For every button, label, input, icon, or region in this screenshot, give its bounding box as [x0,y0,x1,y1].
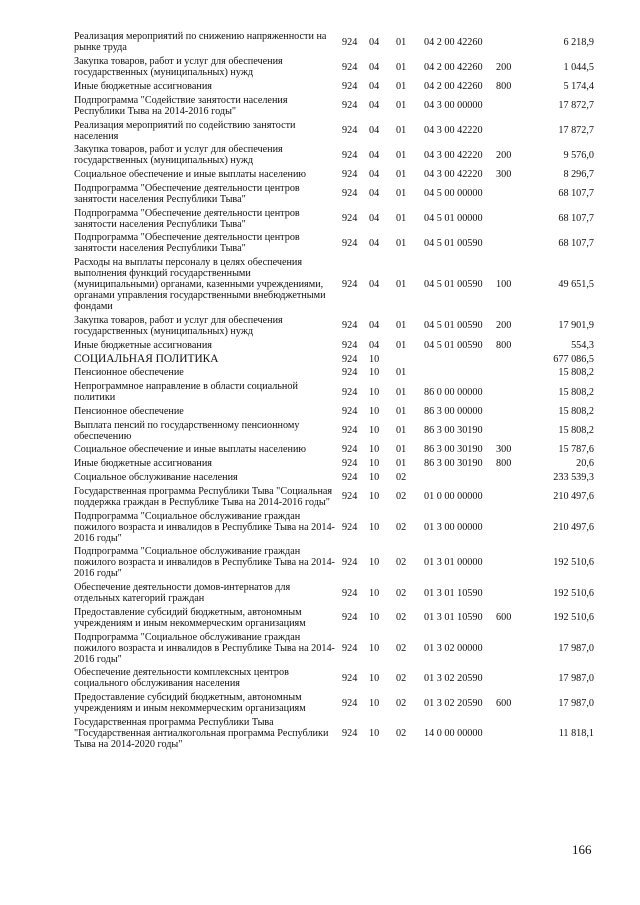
row-amount-cell: 192 510,6 [553,587,594,599]
row-amount-cell: 11 818,1 [558,728,594,740]
row-target-code-cell: 04 5 01 00000 [424,213,483,225]
row-subsection-cell: 01 [396,188,407,200]
row-expense-type-cell [496,352,524,366]
row-section-cell: 10 [369,444,380,456]
table-row [74,457,594,471]
row-name-cell: Закупка товаров, работ и услуг для обеспечения государственных (муниципальных) нужд [74,314,283,337]
row-name-cell: Подпрограмма "Обеспечение деятельности центров занятости населения Республики Тыва" [74,207,300,230]
row-expense-type-cell [496,666,524,691]
budget-table [74,30,594,751]
table-row [74,443,594,457]
budget-table-body [74,30,594,751]
row-grbs-cell: 924 [342,386,358,398]
row-subsection-cell: 01 [396,279,407,291]
row-expense-type-cell [496,418,524,443]
table-row [74,630,594,666]
row-section-cell: 10 [369,587,380,599]
table-row [74,118,594,143]
row-name-cell: Социальное обслуживание населения [74,472,238,484]
row-expense-type-cell [496,366,524,380]
row-expense-type-cell: 800 [496,458,512,470]
table-row [74,691,594,716]
row-target-code-cell: 04 5 01 00590 [424,339,483,351]
row-name-cell: Пенсионное обеспечение [74,405,184,417]
row-target-code-cell: 04 2 00 42260 [424,80,483,92]
row-subsection-cell: 01 [396,125,407,137]
row-section-cell: 04 [369,125,380,137]
row-amount-cell: 17 872,7 [558,100,594,112]
row-section-cell: 10 [369,521,380,533]
row-section-cell: 04 [369,36,380,48]
row-target-code-cell: 04 2 00 42260 [424,61,483,73]
row-grbs-cell: 924 [342,61,358,73]
row-amount-cell: 15 808,2 [558,405,594,417]
budget-table-page [74,30,594,751]
table-row [74,484,594,509]
table-row [74,80,594,94]
row-subsection-cell: 01 [396,100,407,112]
row-amount-cell: 210 497,6 [553,521,594,533]
row-grbs-cell: 924 [342,80,358,92]
table-row [74,509,594,545]
row-expense-type-cell: 200 [496,61,512,73]
row-grbs-cell: 924 [342,444,358,456]
table-row [74,143,594,168]
row-target-code-cell: 01 3 02 20590 [424,672,483,684]
row-subsection-cell: 02 [396,672,407,684]
row-target-code-cell: 01 3 02 20590 [424,697,483,709]
row-amount-cell: 677 086,5 [553,353,594,365]
row-subsection-cell: 01 [396,149,407,161]
row-target-code-cell: 04 3 00 42220 [424,125,483,137]
row-grbs-cell: 924 [342,425,358,437]
row-target-code-cell: 01 3 01 00000 [424,557,483,569]
row-name-cell: Обеспечение деятельности комплексных центров социального обслуживания населения [74,667,289,690]
row-target-code-cell: 04 3 00 42220 [424,149,483,161]
row-target-code-cell: 14 0 00 00000 [424,728,483,740]
row-expense-type-cell: 600 [496,697,512,709]
row-amount-cell: 15 808,2 [558,425,594,437]
row-grbs-cell: 924 [342,612,358,624]
row-section-cell: 10 [369,612,380,624]
row-section-cell: 04 [369,213,380,225]
row-target-code-cell [424,366,496,380]
table-row [74,666,594,691]
row-amount-cell: 8 296,7 [563,169,594,181]
row-target-code-cell: 04 5 01 00590 [424,279,483,291]
row-target-code-cell: 04 3 00 42220 [424,169,483,181]
row-subsection-cell: 02 [396,642,407,654]
row-section-cell: 10 [369,405,380,417]
row-name-cell: Реализация мероприятий по содействию занятости населения [74,119,296,142]
table-row [74,30,594,55]
row-subsection-cell: 01 [396,458,407,470]
table-row [74,418,594,443]
table-row [74,231,594,256]
row-grbs-cell: 924 [342,339,358,351]
row-expense-type-cell: 100 [496,279,512,291]
row-grbs-cell: 924 [342,728,358,740]
table-row [74,338,594,352]
row-name-cell: Пенсионное обеспечение [74,367,184,379]
row-grbs-cell: 924 [342,320,358,332]
row-subsection-cell: 01 [396,339,407,351]
row-grbs-cell: 924 [342,697,358,709]
row-name-cell: Подпрограмма "Обеспечение деятельности центров занятости населения Республики Тыва" [74,232,300,255]
row-name-cell: Расходы на выплаты персоналу в целях обеспечения выполнения функций государственными (муниципальными) органами, казенными учреждениями, органами управления государственными внебюджетными фондами [74,257,326,313]
row-expense-type-cell: 200 [496,320,512,332]
row-amount-cell: 210 497,6 [553,491,594,503]
table-row [74,405,594,419]
row-subsection-cell: 02 [396,728,407,740]
table-row [74,181,594,206]
row-amount-cell: 17 987,0 [558,697,594,709]
row-name-cell: Иные бюджетные ассигнования [74,339,212,351]
row-amount-cell: 6 218,9 [563,36,594,48]
table-row [74,256,594,314]
row-section-cell: 04 [369,279,380,291]
row-section-cell: 04 [369,169,380,181]
row-subsection-cell: 02 [396,612,407,624]
table-row [74,716,594,752]
row-grbs-cell: 924 [342,587,358,599]
row-grbs-cell: 924 [342,149,358,161]
row-grbs-cell: 924 [342,237,358,249]
row-amount-cell: 20,6 [576,458,594,470]
row-amount-cell: 68 107,7 [558,237,594,249]
row-subsection-cell: 01 [396,213,407,225]
row-target-code-cell: 86 0 00 00000 [424,386,483,398]
row-name-cell: Подпрограмма "Содействие занятости населения Республики Тыва на 2014-2016 годы" [74,94,288,117]
row-grbs-cell: 924 [342,100,358,112]
row-grbs-cell: 924 [342,213,358,225]
row-target-code-cell: 04 5 01 00590 [424,237,483,249]
row-expense-type-cell: 600 [496,612,512,624]
row-section-cell: 04 [369,320,380,332]
row-section-cell: 04 [369,188,380,200]
row-target-code-cell: 86 3 00 30190 [424,458,483,470]
row-amount-cell: 1 044,5 [563,61,594,73]
row-expense-type-cell [496,206,524,231]
row-section-cell: 10 [369,367,380,379]
row-expense-type-cell [496,716,524,752]
row-section-cell: 10 [369,425,380,437]
row-section-cell: 04 [369,61,380,73]
table-row [74,55,594,80]
row-name-cell: СОЦИАЛЬНАЯ ПОЛИТИКА [74,352,219,365]
row-name-cell: Иные бюджетные ассигнования [74,80,212,92]
row-target-code-cell: 86 3 00 30190 [424,425,483,437]
row-name-cell: Выплата пенсий по государственному пенсионному обеспечению [74,419,300,442]
row-expense-type-cell [496,630,524,666]
row-expense-type-cell [496,405,524,419]
row-grbs-cell: 924 [342,169,358,181]
row-section-cell: 04 [369,339,380,351]
row-name-cell: Реализация мероприятий по снижению напряженности на рынке труда [74,31,327,54]
row-expense-type-cell [496,484,524,509]
row-target-code-cell: 04 5 01 00590 [424,320,483,332]
row-subsection-cell: 01 [396,36,407,48]
row-expense-type-cell [496,380,524,405]
row-expense-type-cell [496,30,524,55]
row-section-cell: 10 [369,557,380,569]
row-name-cell: Подпрограмма "Социальное обслуживание граждан пожилого возраста и инвалидов в Республике Тыва на 2014-2016 годы" [74,510,335,544]
table-row [74,606,594,631]
row-amount-cell: 15 808,2 [558,367,594,379]
row-subsection-cell [396,352,424,366]
row-section-cell: 04 [369,80,380,92]
row-amount-cell: 68 107,7 [558,213,594,225]
row-grbs-cell: 924 [342,353,358,365]
table-row [74,380,594,405]
row-expense-type-cell: 800 [496,80,512,92]
row-section-cell: 10 [369,672,380,684]
page-number: 166 [572,842,592,857]
row-target-code-cell: 86 3 00 30190 [424,444,483,456]
table-row [74,93,594,118]
row-name-cell: Иные бюджетные ассигнования [74,458,212,470]
row-expense-type-cell [496,118,524,143]
row-section-cell: 04 [369,100,380,112]
row-grbs-cell: 924 [342,36,358,48]
row-expense-type-cell [496,93,524,118]
row-amount-cell: 17 872,7 [558,125,594,137]
row-grbs-cell: 924 [342,367,358,379]
row-target-code-cell [424,471,496,485]
row-name-cell: Обеспечение деятельности домов-интернатов для отдельных категорий граждан [74,582,291,605]
row-amount-cell: 554,3 [571,339,594,351]
table-row [74,471,594,485]
row-amount-cell: 49 651,5 [558,279,594,291]
row-expense-type-cell [496,545,524,581]
row-target-code-cell: 04 2 00 42260 [424,36,483,48]
row-target-code-cell: 04 5 00 00000 [424,188,483,200]
row-grbs-cell: 924 [342,491,358,503]
row-name-cell: Подпрограмма "Социальное обслуживание граждан пожилого возраста и инвалидов в Республике Тыва на 2014-2016 годы" [74,631,335,665]
table-row [74,352,594,366]
row-amount-cell: 15 808,2 [558,386,594,398]
row-expense-type-cell: 200 [496,149,512,161]
row-expense-type-cell [496,471,524,485]
row-grbs-cell: 924 [342,521,358,533]
row-subsection-cell: 02 [396,587,407,599]
row-expense-type-cell: 300 [496,169,512,181]
table-row [74,366,594,380]
row-name-cell: Закупка товаров, работ и услуг для обеспечения государственных (муниципальных) нужд [74,144,283,167]
row-subsection-cell: 01 [396,405,407,417]
row-name-cell: Государственная программа Республики Тыва "Социальная поддержка граждан в Республике Тыва на 2014-2016 годы" [74,485,333,508]
row-subsection-cell: 02 [396,521,407,533]
row-section-cell: 10 [369,697,380,709]
row-name-cell: Предоставление субсидий бюджетным, автономным учреждениям и иным некоммерческим организациям [74,606,306,629]
row-section-cell: 10 [369,728,380,740]
row-target-code-cell: 01 3 01 10590 [424,587,483,599]
row-subsection-cell: 01 [396,444,407,456]
row-name-cell: Подпрограмма "Обеспечение деятельности центров занятости населения Республики Тыва" [74,182,300,205]
row-subsection-cell: 01 [396,237,407,249]
row-name-cell: Государственная программа Республики Тыва "Государственная антиалкогольная программа Республики Тыва на 2014-2020 годы" [74,717,329,751]
row-target-code-cell [424,352,496,366]
row-expense-type-cell: 800 [496,339,512,351]
row-amount-cell: 17 987,0 [558,672,594,684]
row-target-code-cell: 01 3 01 10590 [424,612,483,624]
row-amount-cell: 68 107,7 [558,188,594,200]
row-section-cell: 10 [369,353,380,365]
row-amount-cell: 9 576,0 [563,149,594,161]
row-subsection-cell: 01 [396,169,407,181]
row-section-cell: 10 [369,386,380,398]
row-expense-type-cell [496,231,524,256]
row-grbs-cell: 924 [342,188,358,200]
row-grbs-cell: 924 [342,672,358,684]
row-grbs-cell: 924 [342,279,358,291]
row-grbs-cell: 924 [342,472,358,484]
row-grbs-cell: 924 [342,125,358,137]
row-section-cell: 10 [369,472,380,484]
row-amount-cell: 5 174,4 [563,80,594,92]
row-grbs-cell: 924 [342,557,358,569]
row-amount-cell: 17 901,9 [558,320,594,332]
row-subsection-cell: 02 [396,491,407,503]
row-grbs-cell: 924 [342,458,358,470]
row-section-cell: 04 [369,237,380,249]
row-target-code-cell: 01 3 00 00000 [424,521,483,533]
row-grbs-cell: 924 [342,642,358,654]
row-target-code-cell: 86 3 00 00000 [424,405,483,417]
table-row [74,206,594,231]
row-section-cell: 10 [369,491,380,503]
row-amount-cell: 17 987,0 [558,642,594,654]
row-subsection-cell: 02 [396,557,407,569]
row-subsection-cell: 01 [396,320,407,332]
row-subsection-cell: 01 [396,61,407,73]
table-row [74,168,594,182]
row-amount-cell: 192 510,6 [553,557,594,569]
row-subsection-cell: 02 [396,472,407,484]
row-expense-type-cell [496,181,524,206]
row-section-cell: 04 [369,149,380,161]
row-expense-type-cell: 300 [496,444,512,456]
row-subsection-cell: 01 [396,367,407,379]
row-name-cell: Подпрограмма "Социальное обслуживание граждан пожилого возраста и инвалидов в Республике Тыва на 2014-2016 годы" [74,546,335,580]
row-name-cell: Социальное обеспечение и иные выплаты населению [74,444,307,456]
row-target-code-cell: 01 0 00 00000 [424,491,483,503]
row-amount-cell: 192 510,6 [553,612,594,624]
table-row [74,545,594,581]
row-section-cell: 10 [369,642,380,654]
table-row [74,314,594,339]
row-subsection-cell: 01 [396,425,407,437]
row-subsection-cell: 02 [396,697,407,709]
row-target-code-cell: 04 3 00 00000 [424,100,483,112]
row-name-cell: Непрограммное направление в области социальной политики [74,381,298,404]
row-name-cell: Социальное обеспечение и иные выплаты населению [74,169,307,181]
row-subsection-cell: 01 [396,80,407,92]
row-amount-cell: 15 787,6 [558,444,594,456]
row-target-code-cell: 01 3 02 00000 [424,642,483,654]
row-section-cell: 10 [369,458,380,470]
row-expense-type-cell [496,581,524,606]
row-expense-type-cell [496,509,524,545]
row-amount-cell: 233 539,3 [553,472,594,484]
row-name-cell: Предоставление субсидий бюджетным, автономным учреждениям и иным некоммерческим организациям [74,692,306,715]
row-name-cell: Закупка товаров, работ и услуг для обеспечения государственных (муниципальных) нужд [74,56,283,79]
table-row [74,581,594,606]
row-subsection-cell: 01 [396,386,407,398]
row-grbs-cell: 924 [342,405,358,417]
